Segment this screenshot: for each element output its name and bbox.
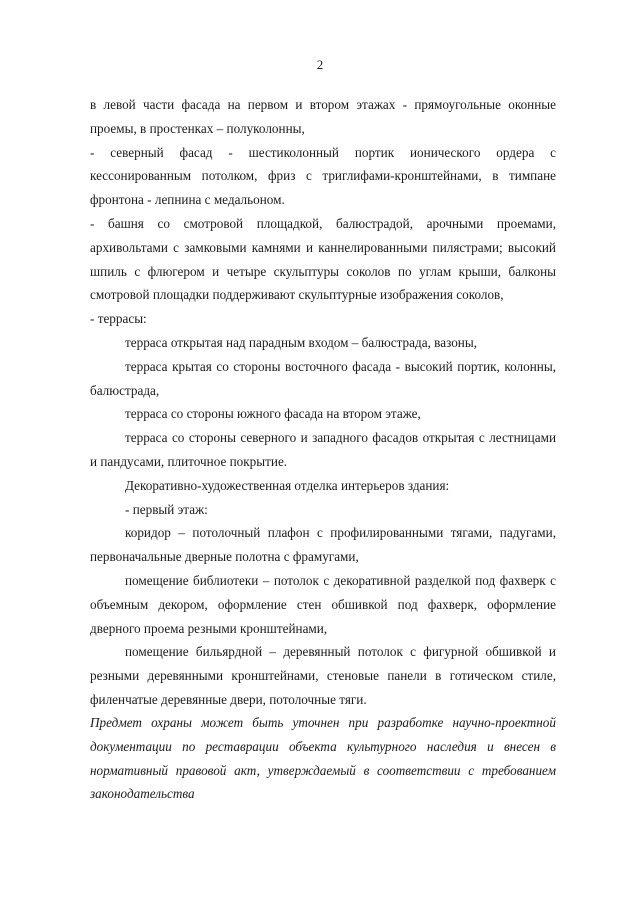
paragraph-interior-heading: Декоративно-художественная отделка интерьеров здания: — [125, 477, 450, 493]
page-number: 2 — [316, 57, 324, 72]
paragraph-corridor: коридор – потолочный плафон с профилированными тягами, падугами, первоначальные дверные полотна с фрамугами, — [90, 525, 556, 565]
paragraph-library: помещение библиотеки – потолок с декоративной разделкой под фахверк с объемным декором, оформление стен обшивкой под фахверк, оформление дверного проема резными кронштейнами, — [90, 572, 556, 636]
paragraph-billiard-room: помещение бильярдной – деревянный потолок с фигурной обшивкой и резными деревянными кронштейнами, стеновые панели в готическом стиле, филенчатые деревянные двери, потолочные тяги. — [90, 644, 556, 707]
paragraph-terraces-heading: - террасы: — [90, 311, 147, 327]
document-body — [90, 93, 556, 712]
paragraph-terrace-open: терраса открытая над парадным входом – балюстрада, вазоны, — [125, 334, 478, 350]
paragraph-tower: - башня со смотровой площадкой, балюстрадой, арочными проемами, архивольтами с замковыми камнями и каннелированными пилястрами; высокий шпиль с флюгером и четыре скульптуры соколов по углам крыши, балконы смотровой площадки поддерживают скульптурные изображения соколов, — [90, 215, 556, 303]
paragraph-terrace-south: терраса со стороны южного фасада на втором этаже, — [125, 406, 421, 422]
paragraph-left-facade: в левой части фасада на первом и втором этажах - прямоугольные оконные проемы, в простенках – полуколонны, — [90, 97, 556, 136]
paragraph-terrace-north-west: терраса со стороны северного и западного фасадов открытая с лестницами и пандусами, плиточное покрытие. — [90, 430, 556, 469]
protection-note: Предмет охраны может быть уточнен при разработке научно-проектной документации по реставрации объекта культурного наследия и внесен в нормативный правовой акт, утверждаемый в соответствии с требованием законодательства — [90, 715, 556, 802]
paragraph-north-facade: - северный фасад - шестиколонный портик ионического ордера с кессонированным потолком, фриз с триглифами-кронштейнами, в тимпане фронтона - лепнина с медальоном. — [90, 144, 556, 208]
paragraph-terrace-covered: терраса крытая со стороны восточного фасада - высокий портик, колонны, балюстрада, — [90, 358, 556, 398]
paragraph-first-floor: - первый этаж: — [125, 501, 208, 517]
